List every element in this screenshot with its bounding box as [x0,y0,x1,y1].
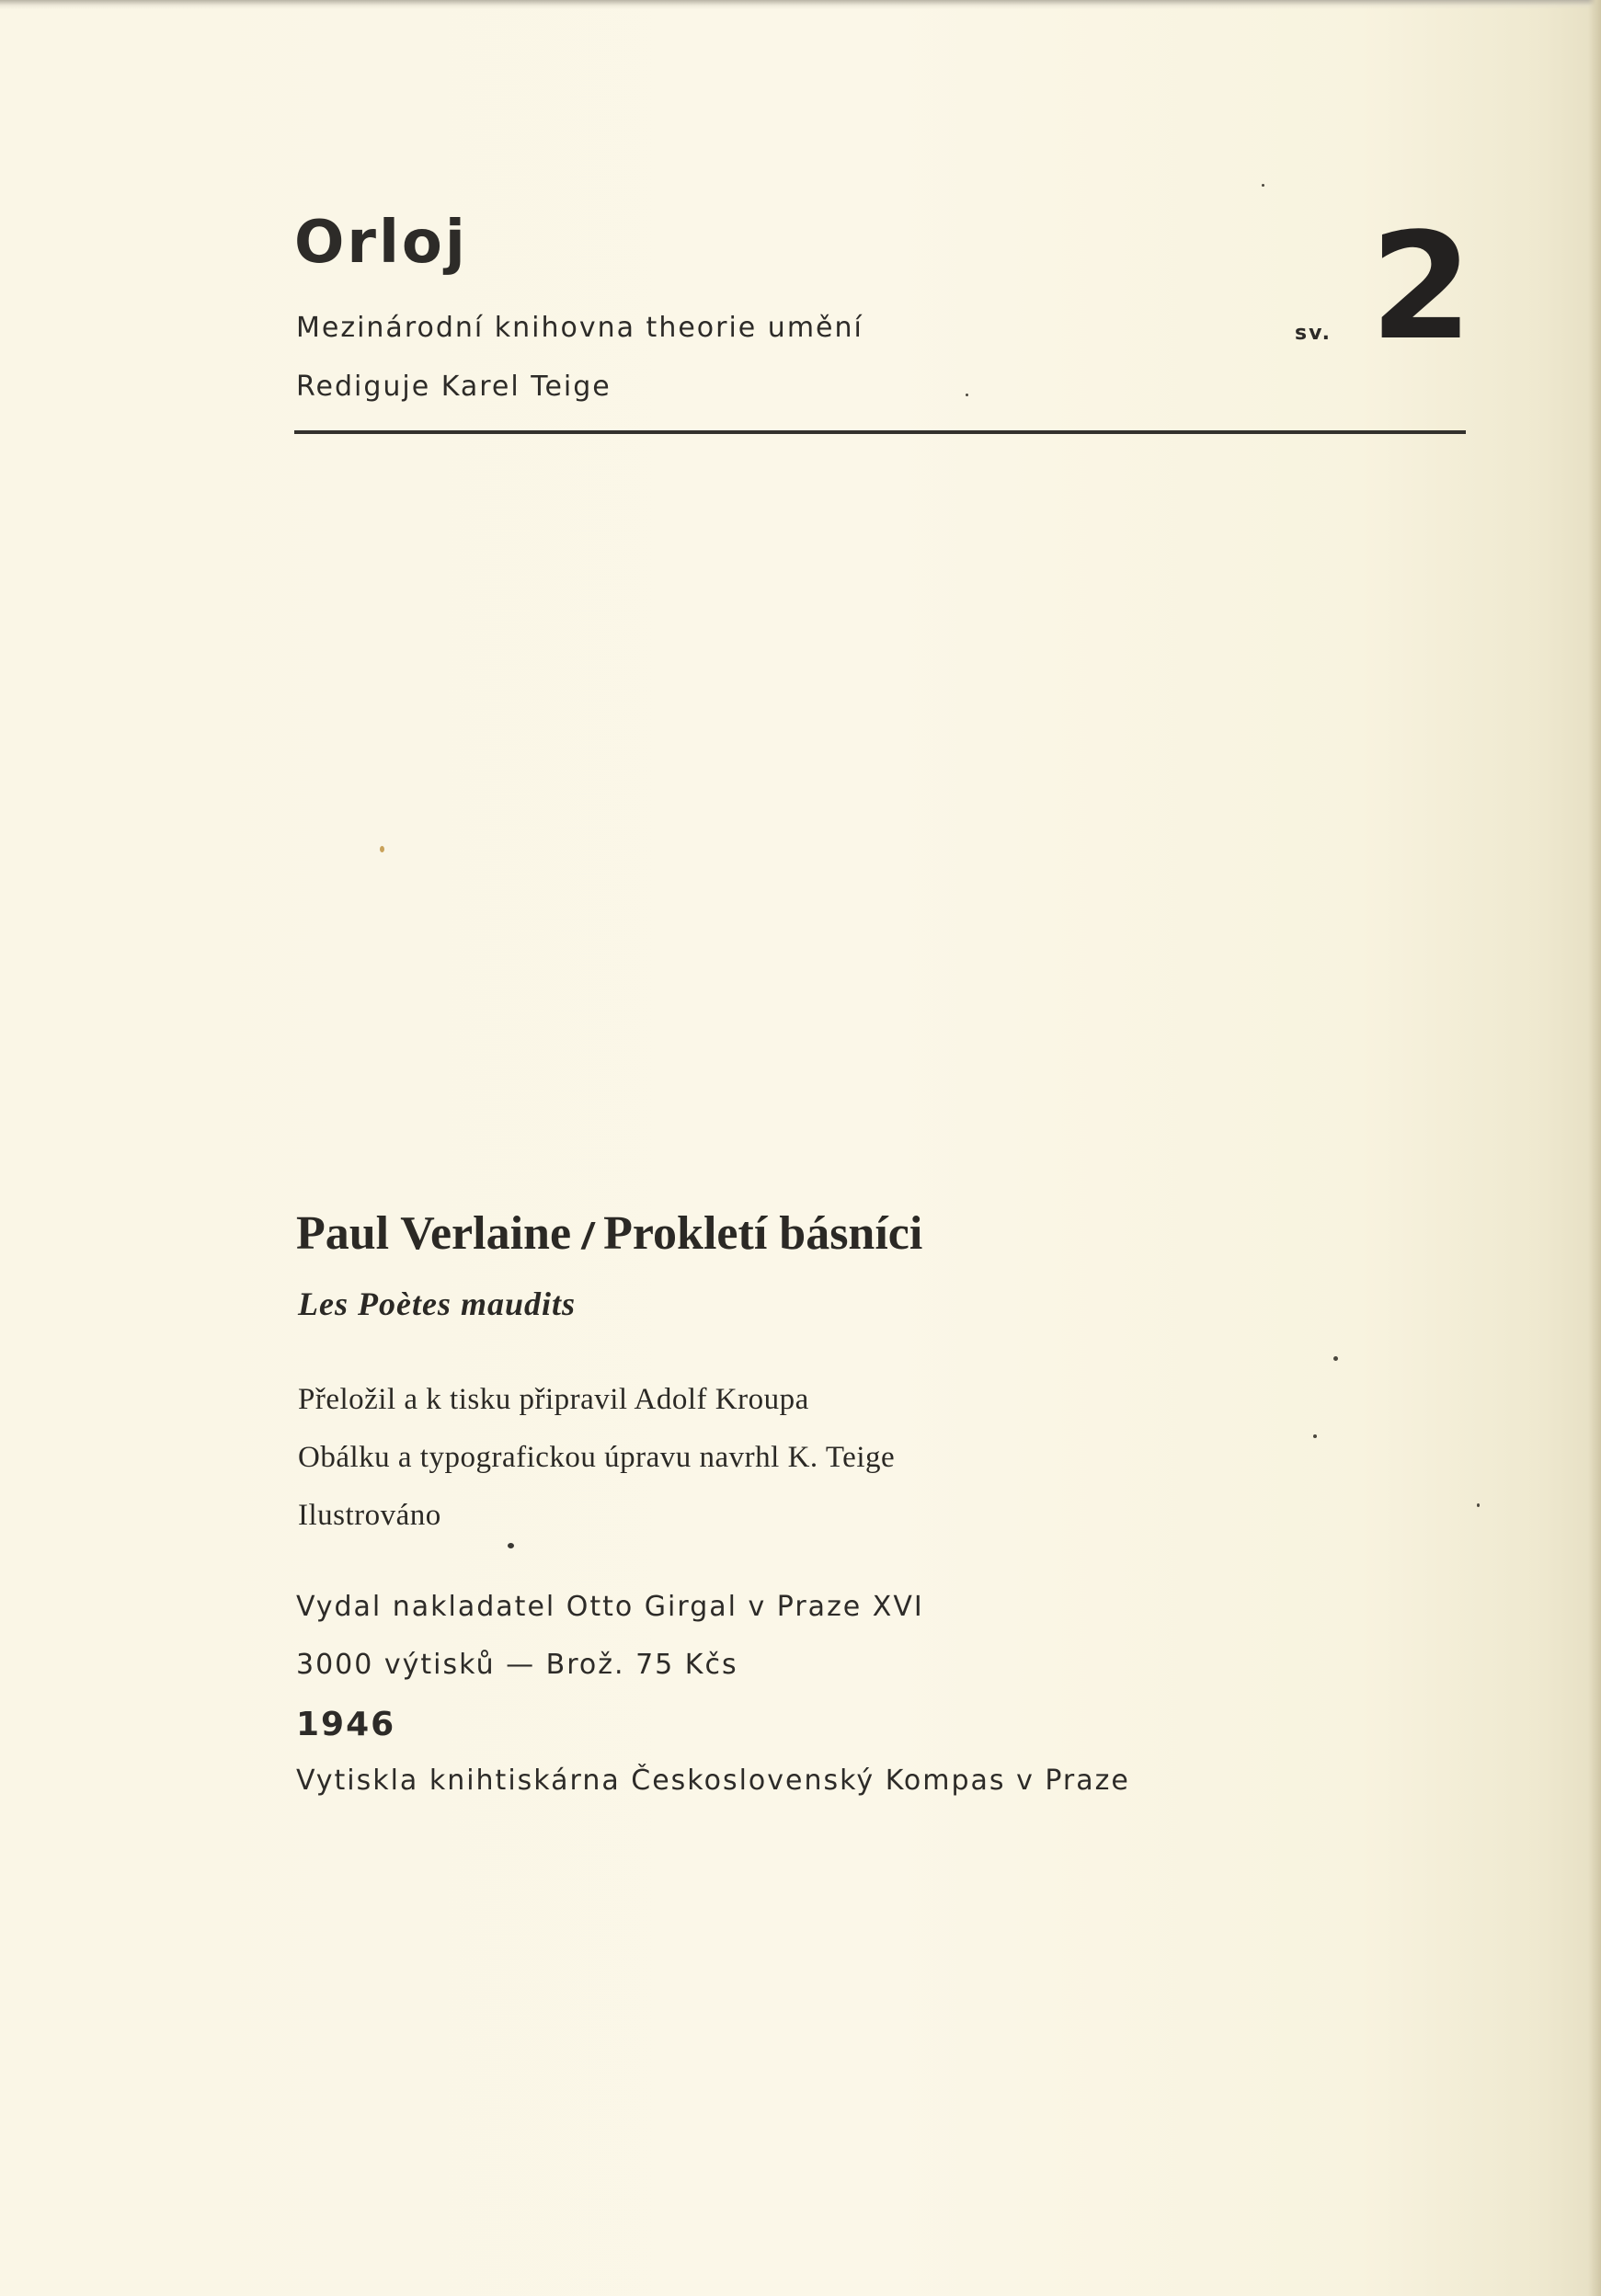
printer-line: Vytiskla knihtiskárna Československý Kompas v Praze [296,1765,1130,1797]
translator-credit: Přeložil a k tisku připravil Adolf Kroupa [298,1383,809,1416]
paper-speck [966,394,968,396]
illustrated-note: Ilustrováno [298,1499,441,1532]
paper-speck [1477,1503,1480,1507]
series-editor-line: Rediguje Karel Teige [296,371,612,403]
paper-speck [1333,1356,1338,1361]
page-edge-shadow [1588,0,1601,2296]
original-title: Les Poètes maudits [298,1285,576,1322]
header-divider [294,430,1466,434]
paper-speck [1313,1434,1317,1438]
paper-speck [380,846,384,852]
book-author: Paul Verlaine [296,1207,572,1260]
volume-number: 2 [1370,200,1473,372]
design-credit: Obálku a typografickou úpravu navrhl K. Teige [298,1441,896,1474]
publication-year: 1946 [296,1706,396,1743]
edition-line: 3000 výtisků — Brož. 75 Kčs [296,1649,738,1681]
ornament-dot [508,1543,514,1548]
book-title-line [296,1207,923,1260]
series-subtitle: Mezinárodní knihovna theorie umění [296,312,863,344]
volume-prefix: sv. [1295,322,1332,345]
title-separator: / [582,1217,593,1257]
series-title: Orloj [294,209,468,277]
book-title: Prokletí básníci [603,1207,923,1260]
publisher-line: Vydal nakladatel Otto Girgal v Praze XVI [296,1591,924,1623]
paper-speck [1262,184,1264,187]
